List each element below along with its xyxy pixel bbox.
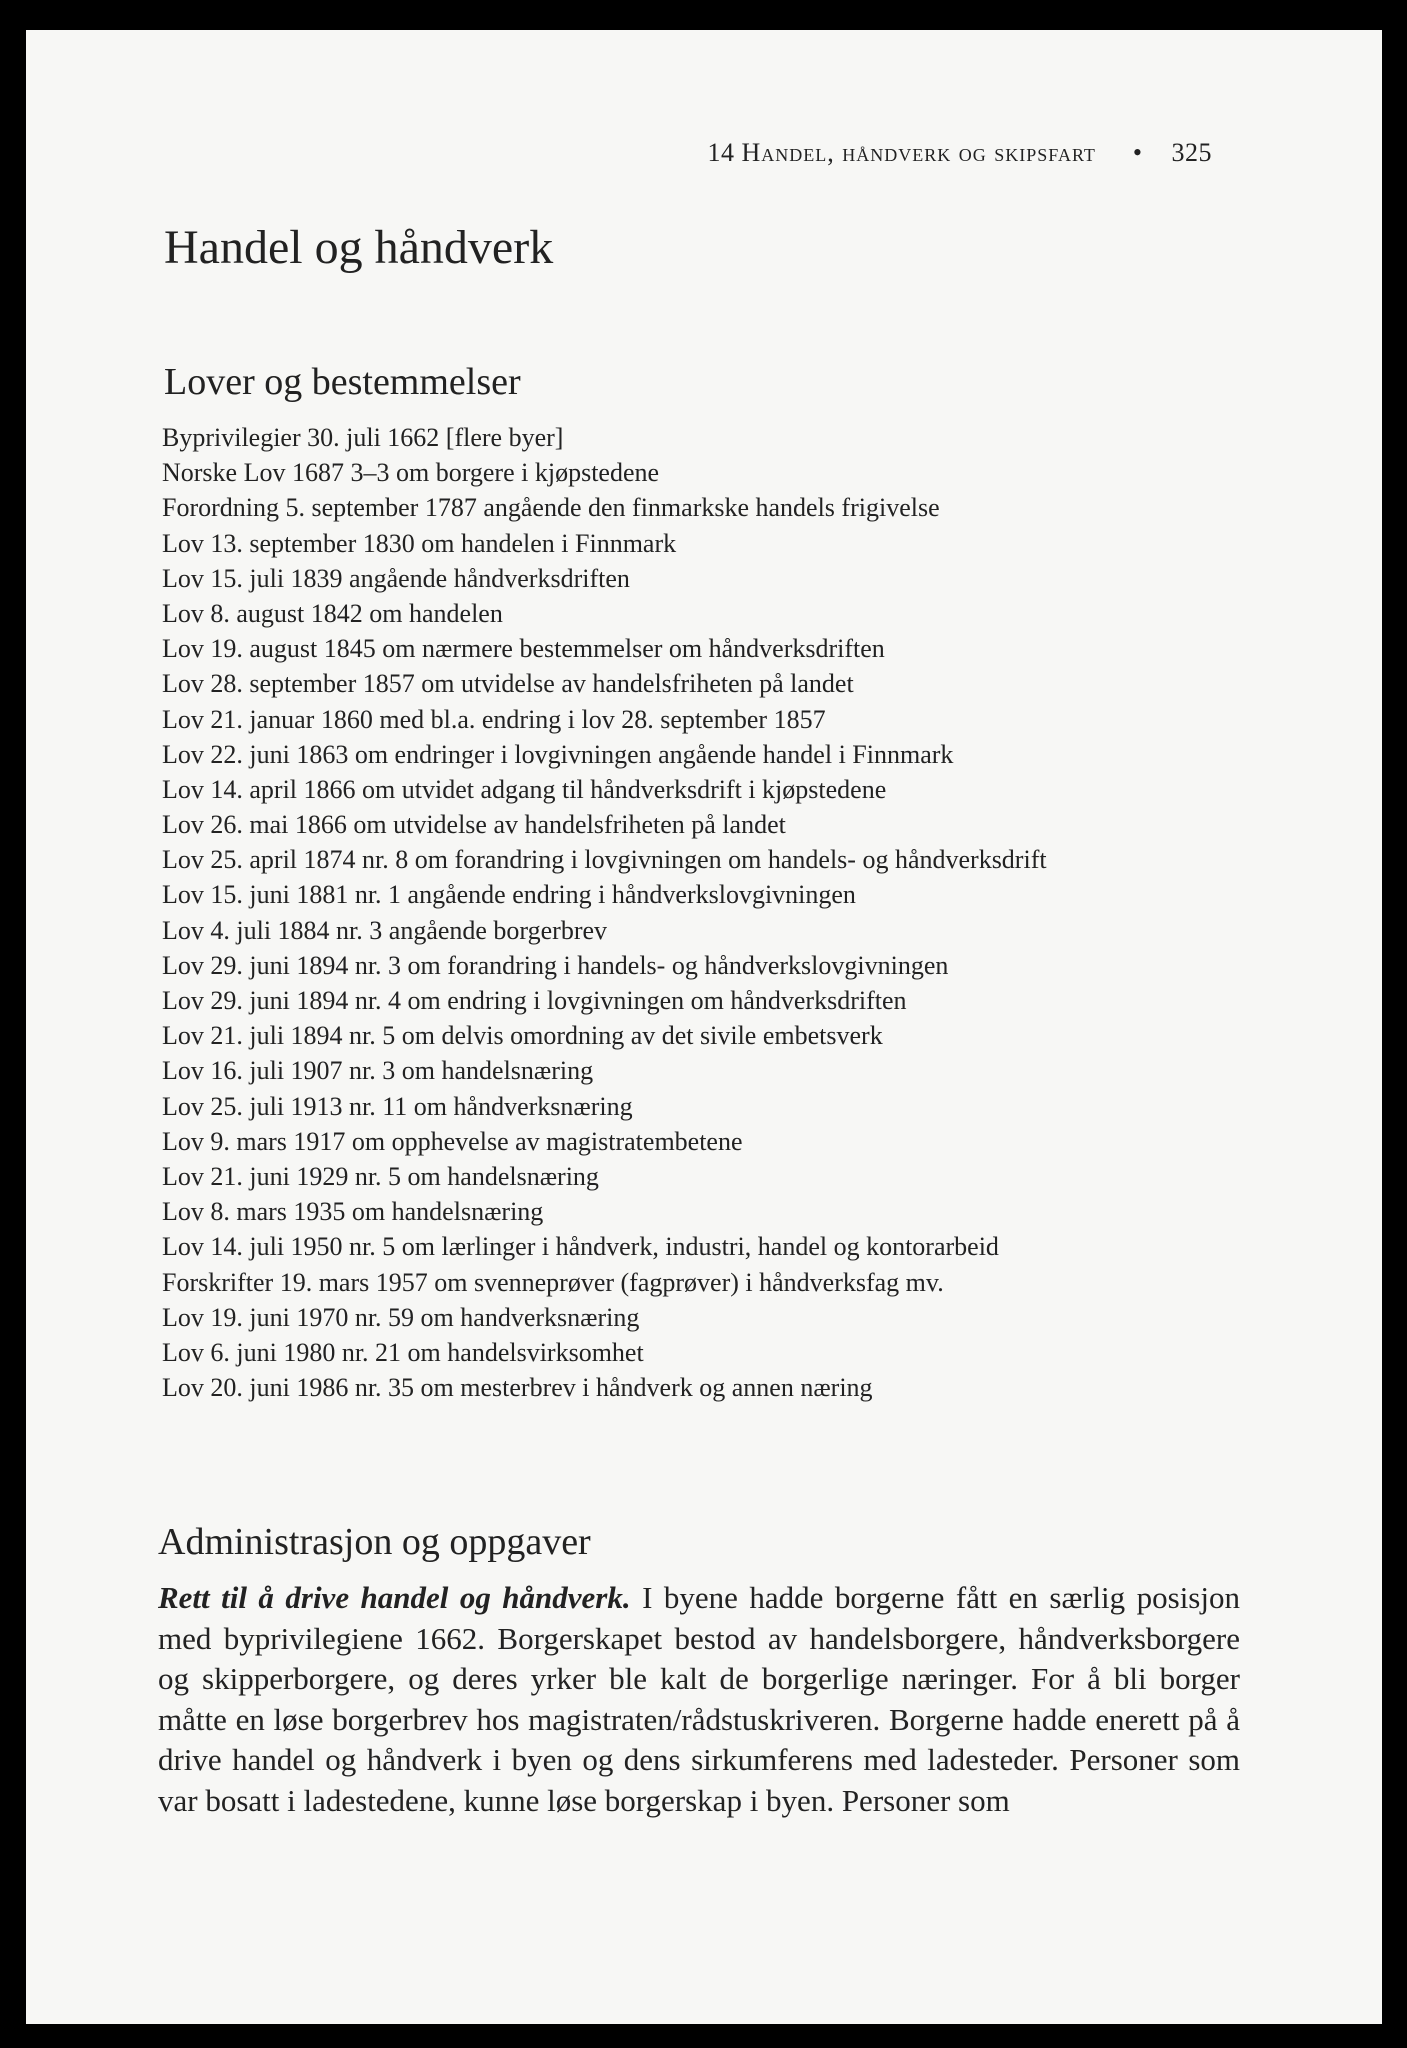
running-header — [708, 138, 1213, 168]
law-item: Lov 21. januar 1860 med bl.a. endring i lov 28. september 1857 — [162, 704, 826, 734]
law-item: Lov 26. mai 1866 om utvidelse av handelsfriheten på landet — [162, 810, 786, 840]
law-item: Forordning 5. september 1787 angående den finmarkske handels frigivelse — [162, 493, 940, 523]
law-item: Lov 21. juli 1894 nr. 5 om delvis omordning av det sivile embetsverk — [162, 1021, 883, 1051]
admin-heading: Administrasjon og oppgaver — [158, 1521, 591, 1563]
law-item: Forskrifter 19. mars 1957 om svenneprøver (fagprøver) i håndverksfag mv. — [162, 1267, 944, 1297]
chapter-number: 14 — [707, 138, 735, 167]
law-item: Lov 6. juni 1980 nr. 21 om handelsvirksomhet — [162, 1337, 644, 1367]
law-item: Lov 21. juni 1929 nr. 5 om handelsnæring — [162, 1161, 599, 1191]
law-item: Lov 19. august 1845 om nærmere bestemmelser om håndverksdriften — [162, 634, 885, 664]
law-item: Lov 13. september 1830 om handelen i Finnmark — [162, 528, 677, 558]
body-paragraph — [158, 1578, 1240, 1821]
document-page — [26, 30, 1382, 2024]
section-title: Handel og håndverk — [164, 221, 554, 274]
law-item: Lov 9. mars 1917 om opphevelse av magistratembetene — [162, 1126, 743, 1156]
law-item: Lov 8. mars 1935 om handelsnæring — [162, 1197, 544, 1227]
paragraph-text: I byene hadde borgerne fått en særlig posisjon med byprivilegiene 1662. Borgerskapet bestod av handelsborgere, håndverksborgere og skipperborgere, og deres yrker ble kalt de borgerlige næringer. For å bli borger måtte en løse borgerbrev hos magistraten/rådstuskriveren. Borgerne hadde enerett på å drive handel og håndverk i byen og dens sirkumferens med ladesteder. Personer som var bosatt i ladestedene, kunne løse borgerskap i byen. Personer som — [158, 1580, 1240, 1818]
law-item: Lov 15. juli 1839 angående håndverksdriften — [162, 563, 630, 593]
law-item: Lov 20. juni 1986 nr. 35 om mesterbrev i håndverk og annen næring — [162, 1373, 873, 1403]
law-item: Lov 4. juli 1884 nr. 3 angående borgerbrev — [162, 915, 608, 945]
law-item: Lov 25. april 1874 nr. 8 om forandring i lovgivningen om handels- og håndverksdrift — [162, 845, 1047, 875]
law-item: Lov 28. september 1857 om utvidelse av handelsfriheten på landet — [162, 669, 854, 699]
law-item: Lov 14. juli 1950 nr. 5 om lærlinger i håndverk, industri, handel og kontorarbeid — [162, 1232, 999, 1262]
laws-list — [162, 420, 1262, 1405]
page-number: 325 — [1171, 138, 1212, 167]
law-item: Byprivilegier 30. juli 1662 [flere byer] — [162, 423, 564, 452]
law-item: Lov 29. juni 1894 nr. 4 om endring i lovgivningen om håndverksdriften — [162, 986, 907, 1015]
law-item: Norske Lov 1687 3–3 om borgere i kjøpstedene — [162, 458, 660, 488]
law-item: Lov 29. juni 1894 nr. 3 om forandring i handels- og håndverkslovgivningen — [162, 950, 949, 980]
laws-heading: Lover og bestemmelser — [164, 361, 521, 403]
law-item: Lov 8. august 1842 om handelen — [162, 598, 503, 628]
chapter-title: Handel, håndverk og skipsfart — [741, 138, 1096, 167]
law-item: Lov 19. juni 1970 nr. 59 om handverksnæring — [162, 1302, 640, 1332]
law-item: Lov 16. juli 1907 nr. 3 om handelsnæring — [162, 1056, 594, 1086]
law-item: Lov 22. juni 1863 om endringer i lovgivningen angående handel i Finnmark — [162, 739, 954, 769]
law-item: Lov 15. juni 1881 nr. 1 angående endring i håndverkslovgivningen — [162, 880, 856, 910]
header-bullet: • — [1132, 138, 1143, 167]
law-item: Lov 14. april 1866 om utvidet adgang til håndverksdrift i kjøpstedene — [162, 774, 887, 804]
run-in-heading: Rett til å drive handel og håndverk. — [158, 1580, 631, 1615]
law-item: Lov 25. juli 1913 nr. 11 om håndverksnæring — [162, 1091, 633, 1121]
